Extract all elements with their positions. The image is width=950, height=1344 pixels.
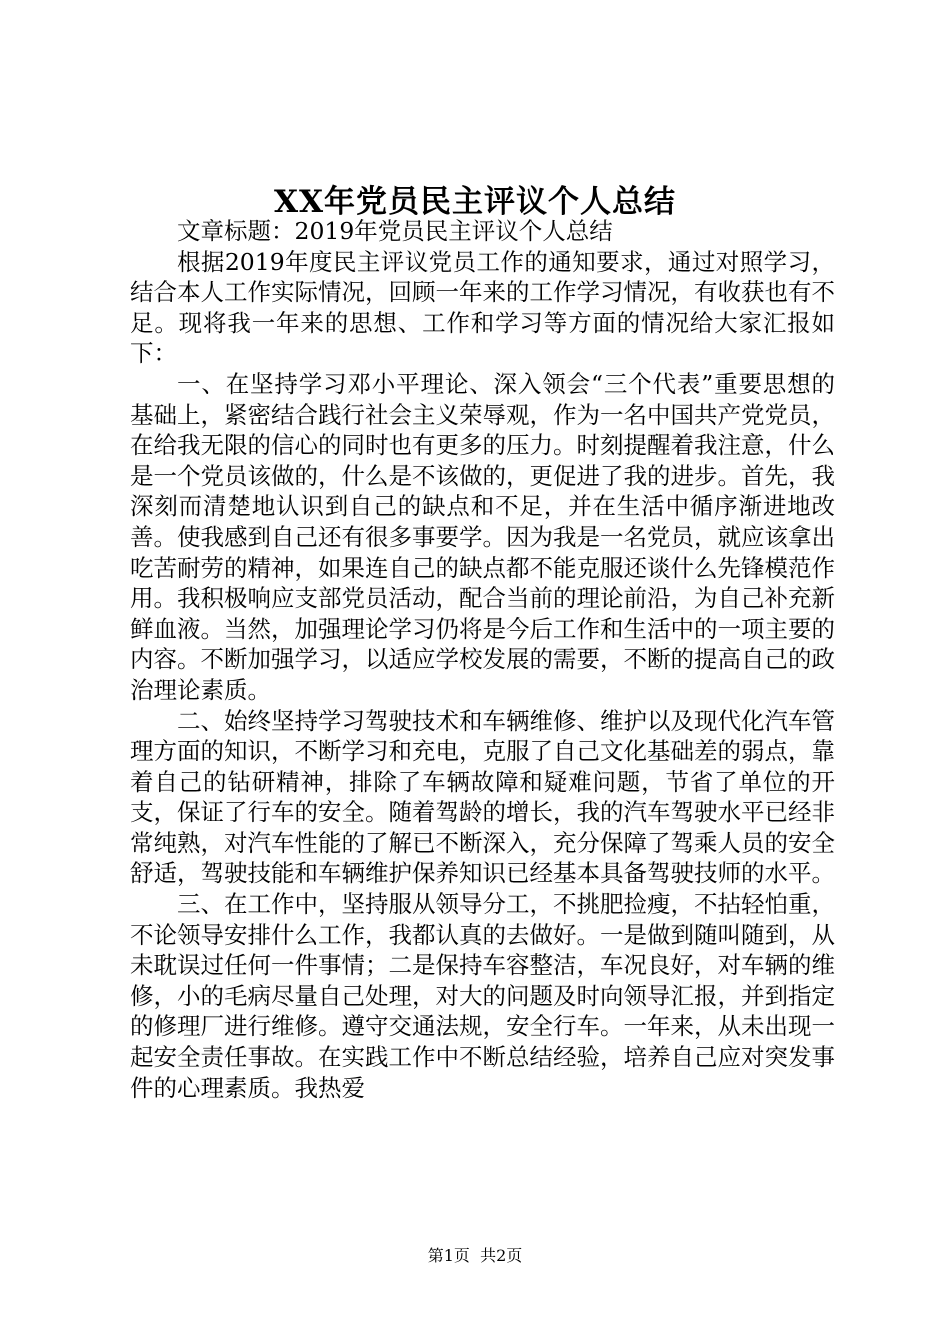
document-title: XX年党员民主评议个人总结 (273, 184, 677, 220)
page-footer (0, 1245, 950, 1267)
section-three-paragraph: 三、在工作中，坚持服从领导分工，不挑肥捡瘦，不拈轻怕重，不论领导安排什么工作，我都认真的去做好。一是做到随叫随到，从未耽误过任何一件事情；二是保持车容整洁，车况良好，对车辆的维修，小的毛病尽量自己处理，对大的问题及时向领导汇报，并到指定的修理厂进行维修。遵守交通法规，安全行车。一年来，从未出现一起安全责任事故。在实践工作中不断总结经验，培养自己应对突发事件的心理素质。我热爱 (130, 890, 835, 1102)
intro-paragraph: 根据2019年度民主评议党员工作的通知要求，通过对照学习，结合本人工作实际情况，回顾一年来的工作学习情况，有收获也有不足。现将我一年来的思想、工作和学习等方面的情况给大家汇报如下： (130, 247, 835, 368)
section-one-paragraph: 一、在坚持学习邓小平理论、深入领会“三个代表”重要思想的基础上，紧密结合践行社会主义荣辱观，作为一名中国共产党党员，在给我无限的信心的同时也有更多的压力。时刻提醒着我注意，什么是一个党员该做的，什么是不该做的，更促进了我的进步。首先，我深刻而清楚地认识到自己的缺点和不足，并在生活中循序渐进地改善。使我感到自己还有很多事要学。因为我是一名党员，就应该拿出吃苦耐劳的精神，如果连自己的缺点都不能克服还谈什么先锋模范作用。我积极响应支部党员活动，配合当前的理论前沿，为自己补充新鲜血液。当然，加强理论学习仍将是今后工作和生活中的一项主要的内容。不断加强学习，以适应学校发展的需要，不断的提高自己的政治理论素质。 (130, 369, 835, 704)
page-number: 第1页 共2页 (427, 1246, 523, 1265)
article-title-line: 文章标题：2019年党员民主评议个人总结 (177, 217, 613, 245)
document-body (130, 216, 835, 1103)
section-two-paragraph: 二、始终坚持学习驾驶技术和车辆维修、维护以及现代化汽车管理方面的知识，不断学习和充电，克服了自己文化基础差的弱点，靠着自己的钻研精神，排除了车辆故障和疑难问题，节省了单位的开支，保证了行车的安全。随着驾龄的增长，我的汽车驾驶水平已经非常纯熟，对汽车性能的了解已不断深入，充分保障了驾乘人员的安全舒适，驾驶技能和车辆维护保养知识已经基本具备驾驶技师的水平。 (130, 706, 835, 888)
